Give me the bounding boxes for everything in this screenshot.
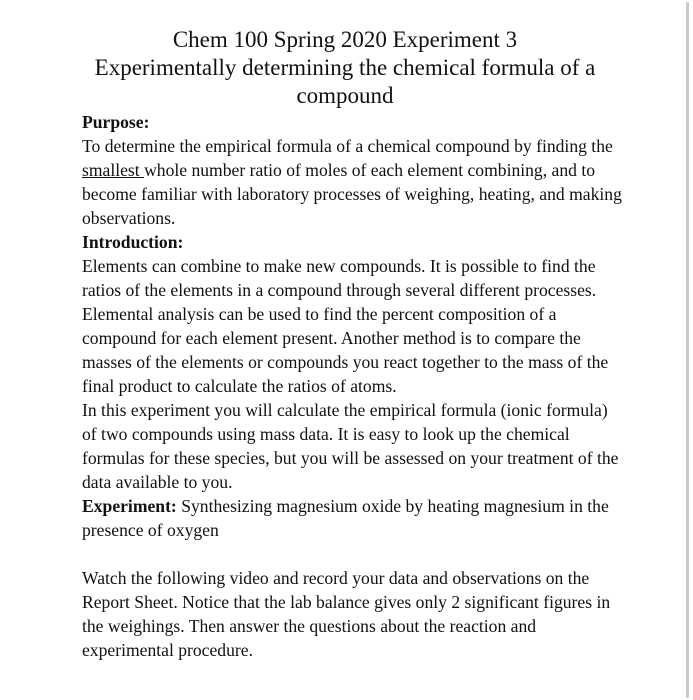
title-line-1: Chem 100 Spring 2020 Experiment 3	[172, 27, 518, 52]
purpose-paragraph	[82, 134, 622, 230]
introduction-heading: Introduction:	[82, 232, 184, 252]
purpose-underlined-word: smallest	[82, 160, 145, 180]
purpose-heading: Purpose:	[82, 112, 150, 132]
blank-line	[82, 542, 622, 566]
introduction-paragraph-2: In this experiment you will calculate the empirical formula (ionic formula) of two compounds using mass data. It is easy to look up the chemical formulas for these species, but you will be assessed on your treatment of the data available to you.	[82, 400, 619, 492]
title-line-3: compound	[296, 83, 394, 108]
document-title	[60, 26, 630, 110]
purpose-text-after: whole number ratio of moles of each element combining, and to become familiar with laboratory processes of weighing, heating, and making observations.	[82, 160, 622, 228]
experiment-text: Synthesizing magnesium oxide by heating magnesium in the presence of oxygen	[82, 496, 609, 540]
experiment-heading: Experiment:	[82, 496, 177, 516]
title-line-2: Experimentally determining the chemical formula of a	[94, 55, 596, 80]
instructions-paragraph: Watch the following video and record your data and observations on the Report Sheet. Notice that the lab balance gives only 2 significant figures in the weighings. Then answer the questions about the reaction and experimental procedure.	[82, 568, 611, 660]
vertical-scrollbar[interactable]	[686, 2, 689, 698]
purpose-text-before: To determine the empirical formula of a chemical compound by finding the	[82, 136, 613, 156]
experiment-paragraph	[82, 494, 622, 542]
document-body	[82, 110, 622, 662]
introduction-paragraph-1: Elements can combine to make new compounds. It is possible to find the ratios of the elements in a compound through several different processes. Elemental analysis can be used to find the percent composition of a compound for each element present. Another method is to compare the masses of the elements or compounds you react together to the mass of the final product to calculate the ratios of atoms.	[82, 256, 609, 396]
